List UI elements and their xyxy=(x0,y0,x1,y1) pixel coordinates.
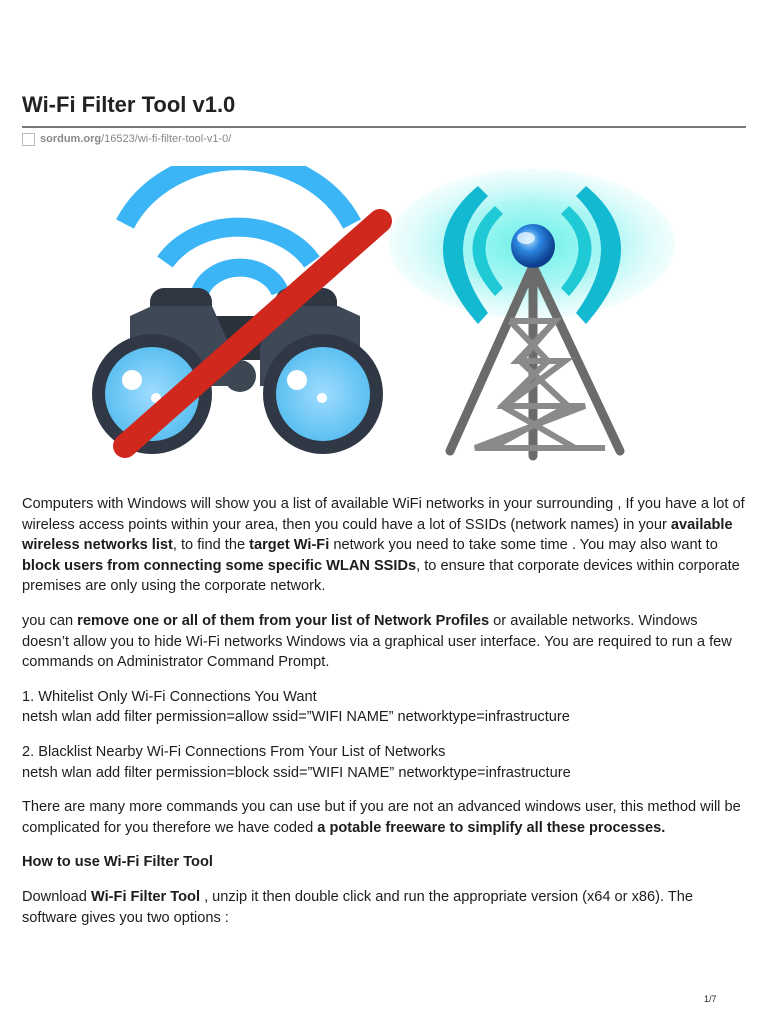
blacklist-heading: 2. Blacklist Nearby Wi-Fi Connections From Your List of Networks xyxy=(22,743,446,760)
paragraph-remove: you can remove one or all of them from your list of Network Profiles or available networks. Windows doesn’t allow you to hide Wi-Fi networks Windows via a graphical user interface. You are required to run a few commands on Administrator Command Prompt. xyxy=(22,612,732,671)
radio-tower-icon xyxy=(389,169,675,456)
source-path: /16523/wi-fi-filter-tool-v1-0/ xyxy=(101,133,232,145)
paragraph-whitelist xyxy=(22,687,746,728)
whitelist-heading: 1. Whitelist Only Wi-Fi Connections You Want xyxy=(22,688,317,705)
paragraph-freeware: There are many more commands you can use but if you are not an advanced windows user, this method will be complicated for you therefore we have coded a potable freeware to simplify all these processes. xyxy=(22,799,741,836)
favicon-icon xyxy=(22,133,35,146)
section-heading: How to use Wi-Fi Filter Tool xyxy=(22,854,213,871)
whitelist-command: netsh wlan add filter permission=allow ssid=”WIFI NAME” networktype=infrastructure xyxy=(22,709,570,726)
page-title: Wi-Fi Filter Tool v1.0 xyxy=(22,92,236,117)
article-body xyxy=(22,494,746,942)
title-divider xyxy=(22,126,746,128)
paragraph-download: Download Wi-Fi Filter Tool , unzip it then double click and run the appropriate version (x64 or x86). The software gives you two options : xyxy=(22,888,693,926)
blacklist-command: netsh wlan add filter permission=block ssid=”WIFI NAME” networktype=infrastructure xyxy=(22,764,571,781)
source-domain: sordum.org xyxy=(40,133,102,145)
hero-image xyxy=(90,166,690,466)
page-number: 1/7 xyxy=(704,994,717,1004)
paragraph-intro: Computers with Windows will show you a list of available WiFi networks in your surrounding , If you have a lot of wireless access points within your area, then you could have a lot of SSIDs (network names) in your available wireless networks list, to find the target Wi-Fi network you need to take some time . You may also want to block users from connecting some specific WLAN SSIDs, to ensure that corporate devices within corporate premises are only using the corporate network. xyxy=(22,496,745,595)
source-link[interactable] xyxy=(22,131,231,147)
paragraph-blacklist xyxy=(22,742,746,783)
